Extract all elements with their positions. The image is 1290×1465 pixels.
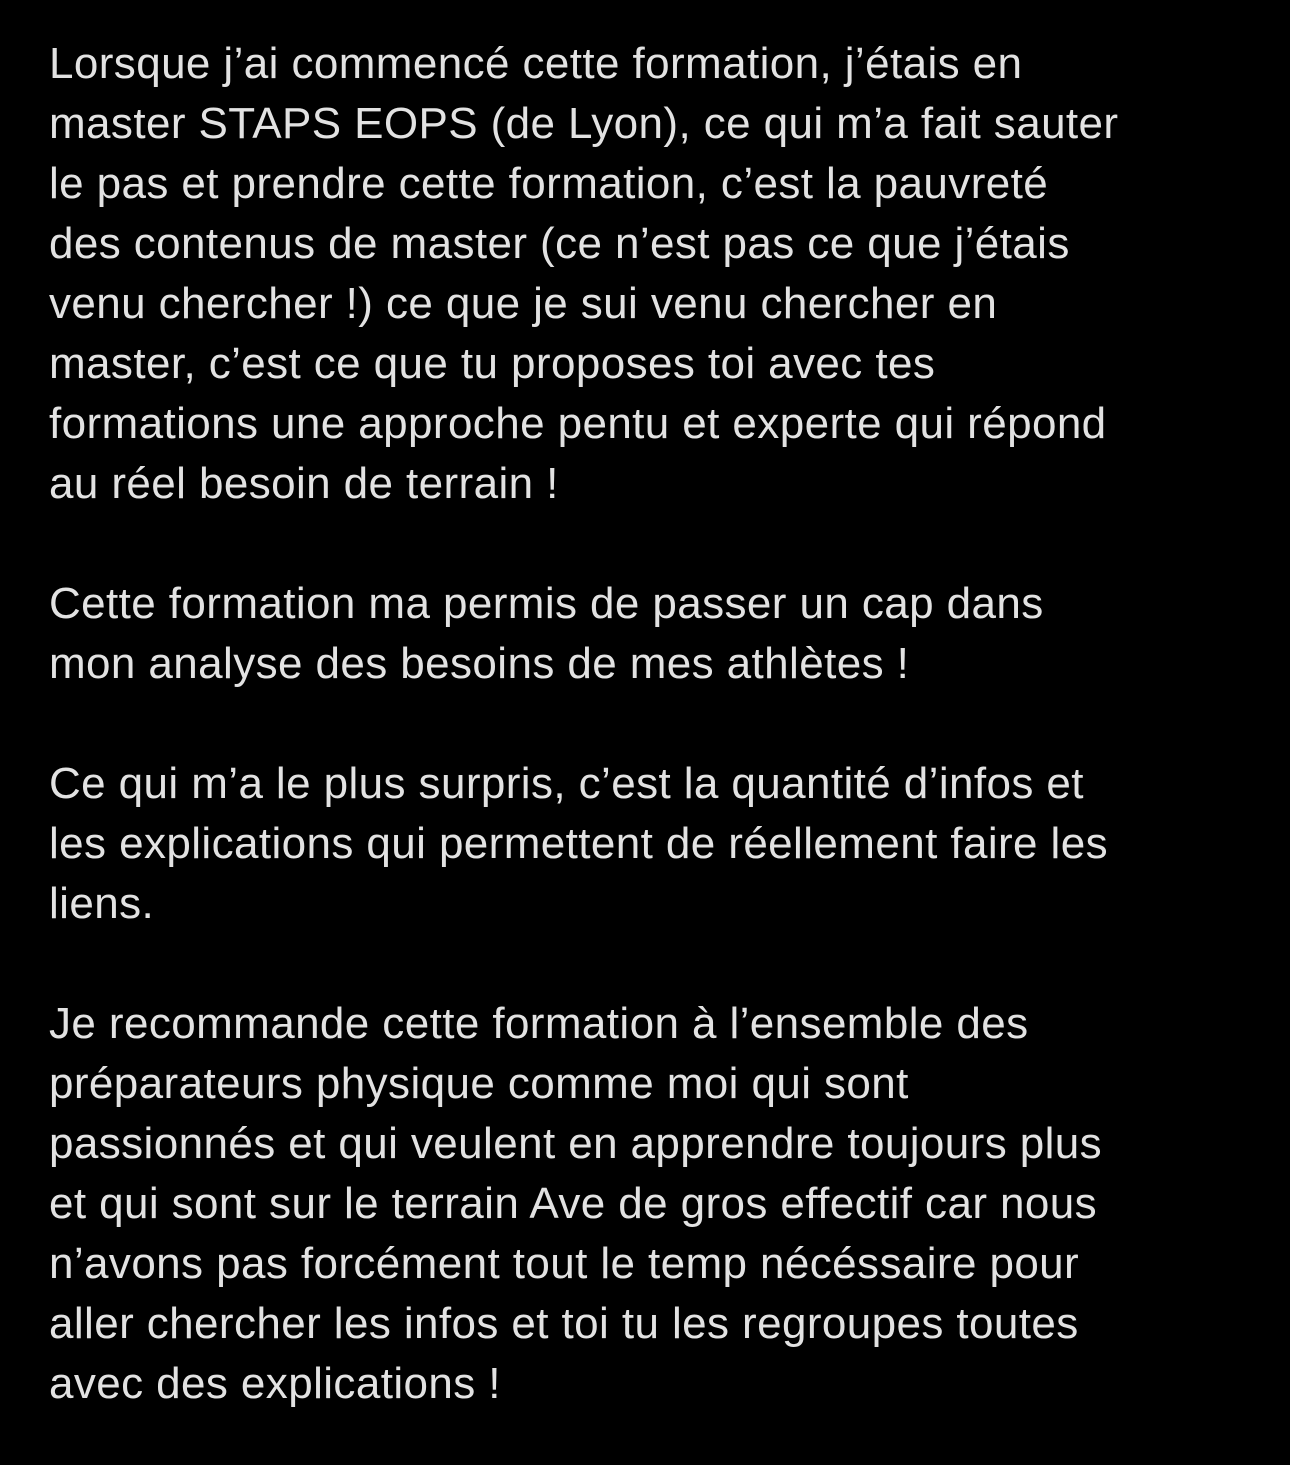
paragraph-4: [49, 994, 1264, 1414]
text-line: Ce qui m’a le plus surpris, c’est la quantité d’infos et: [49, 759, 1084, 808]
paragraph-2: [49, 574, 1264, 694]
text-line: avec des explications !: [49, 1359, 501, 1408]
paragraph-1: [49, 34, 1264, 514]
text-line: préparateurs physique comme moi qui sont: [49, 1059, 909, 1108]
text-line: le pas et prendre cette formation, c’est la pauvreté: [49, 159, 1049, 208]
text-line: master, c’est ce que tu proposes toi avec tes: [49, 339, 936, 388]
text-line: au réel besoin de terrain !: [49, 459, 559, 508]
text-line: master STAPS EOPS (de Lyon), ce qui m’a fait sauter: [49, 99, 1119, 148]
paragraph-3: [49, 754, 1264, 934]
text-line: les explications qui permettent de réellement faire les: [49, 819, 1108, 868]
text-line: passionnés et qui veulent en apprendre toujours plus: [49, 1119, 1103, 1168]
text-line: mon analyse des besoins de mes athlètes !: [49, 639, 910, 688]
text-line: et qui sont sur le terrain Ave de gros effectif car nous: [49, 1179, 1098, 1228]
text-line: liens.: [49, 879, 155, 928]
text-line: n’avons pas forcément tout le temp nécéssaire pour: [49, 1239, 1080, 1288]
text-line: Lorsque j’ai commencé cette formation, j’étais en: [49, 39, 1023, 88]
text-line: aller chercher les infos et toi tu les regroupes toutes: [49, 1299, 1079, 1348]
text-line: formations une approche pentu et experte qui répond: [49, 399, 1107, 448]
text-line: venu chercher !) ce que je sui venu chercher en: [49, 279, 998, 328]
note-body[interactable]: [49, 34, 1264, 1414]
text-line: des contenus de master (ce n’est pas ce que j’étais: [49, 219, 1070, 268]
text-line: Cette formation ma permis de passer un cap dans: [49, 579, 1044, 628]
text-line: Je recommande cette formation à l’ensemble des: [49, 999, 1029, 1048]
